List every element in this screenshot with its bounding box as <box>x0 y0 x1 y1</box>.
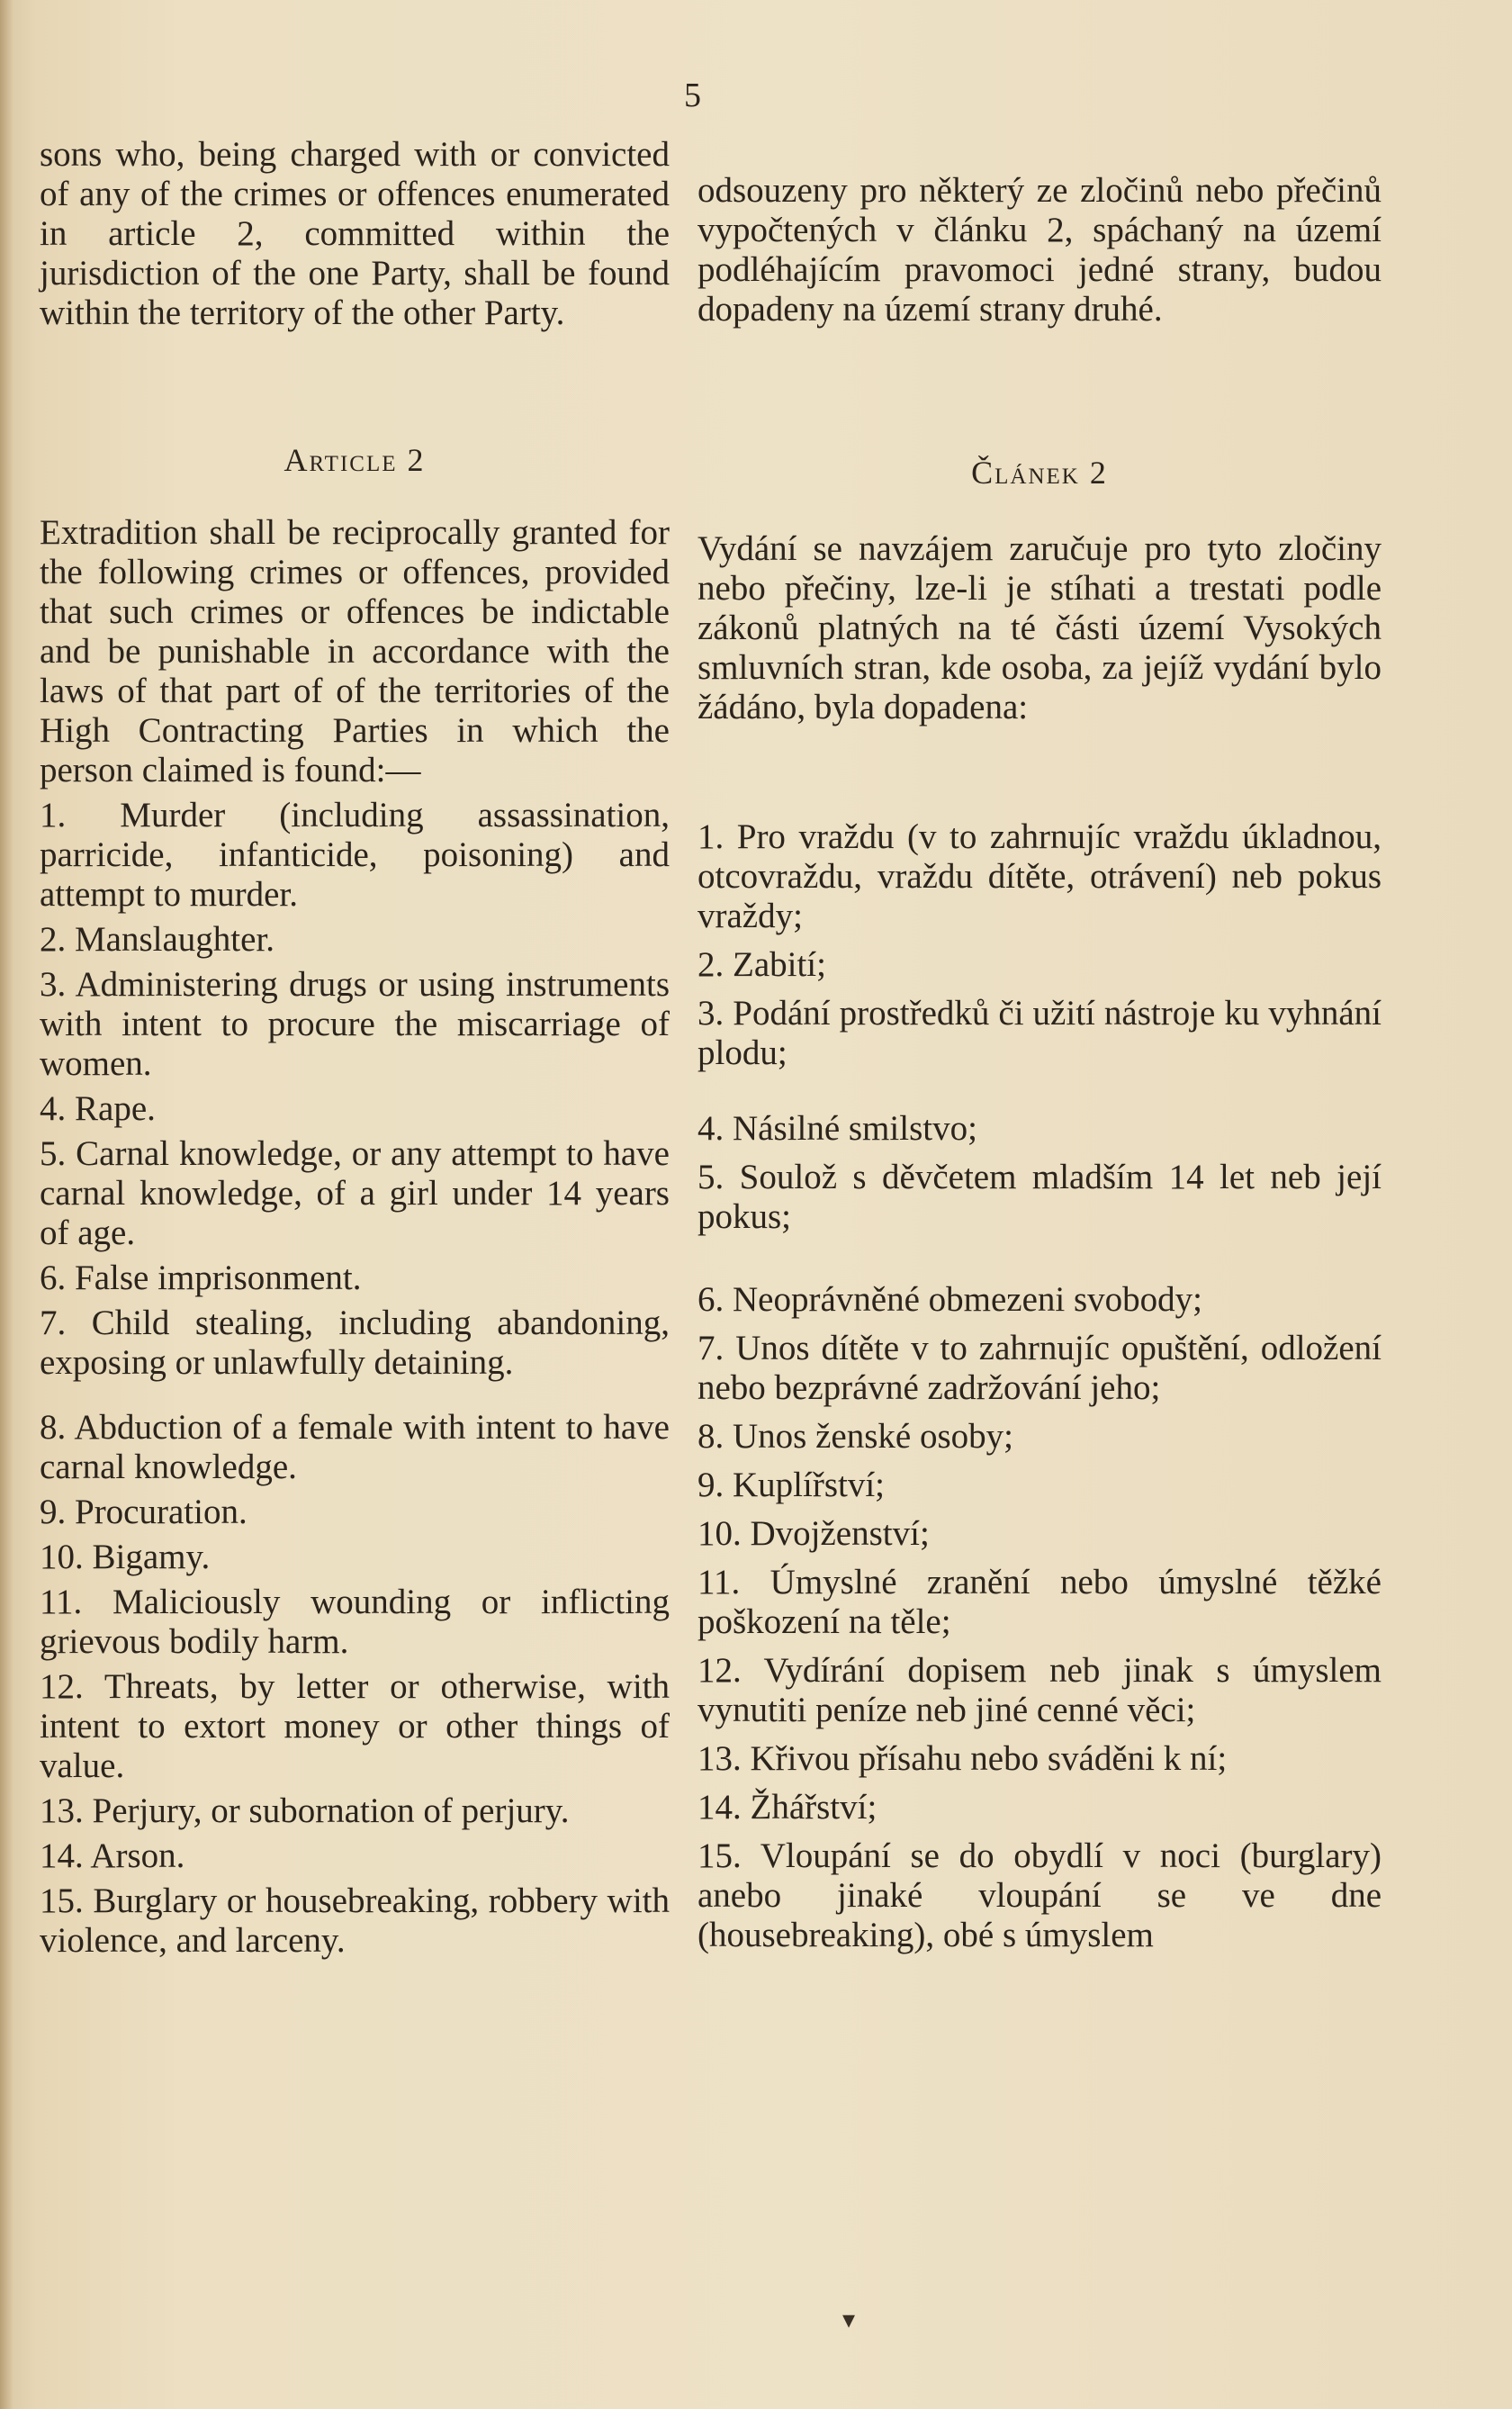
ink-speck: ▾ <box>842 2306 856 2334</box>
english-article-text: Extradition shall be reciprocally granted for the following crimes or offences, provided that such crimes or offences be indictable and be punishable in accordance with the laws of that part of of the territories of the High Contracting Parties in which the person claimed is found:— <box>40 513 670 789</box>
english-article-heading: Article 2 <box>284 442 426 478</box>
english-item-list <box>40 796 670 1961</box>
page-number: 5 <box>684 77 701 114</box>
czech-article-text: Vydání se navzájem zaručuje pro tyto zločiny nebo přečiny, lze-li je stíhati a trestati podle zákonů platných na té části území Vysokých smluvních stran, kde osoba, za jejíž vydání bylo žádáno, byla dopadena: <box>698 529 1382 726</box>
english-column <box>40 135 670 1961</box>
czech-item: 5. Soulož s děvčetem mladším 14 let neb její pokus; <box>698 1158 1382 1236</box>
english-item: 2. Manslaughter. <box>40 920 275 959</box>
czech-item: 9. Kuplířství; <box>698 1466 886 1504</box>
czech-item: 8. Unos ženské osoby; <box>698 1417 1013 1456</box>
czech-item: 4. Násilné smilstvo; <box>698 1109 977 1148</box>
english-item: 4. Rape. <box>40 1089 156 1128</box>
czech-item: 11. Úmyslné zranění nebo úmyslné těžké poškození na těle; <box>698 1563 1382 1641</box>
czech-column <box>698 171 1382 1955</box>
english-item: 3. Administering drugs or using instruments with intent to procure the miscarriage of women. <box>40 965 670 1083</box>
czech-article-heading: Článek 2 <box>971 455 1108 491</box>
english-item: 12. Threats, by letter or otherwise, with intent to extort money or other things of value. <box>40 1667 670 1785</box>
czech-item: 1. Pro vraždu (v to zahrnujíc vraždu úkladnou, otcovraždu, vraždu dítěte, otrávení) neb pokus vraždy; <box>698 817 1382 935</box>
english-item: 10. Bigamy. <box>40 1538 211 1576</box>
czech-item-list <box>698 817 1382 1955</box>
english-item: 13. Perjury, or subornation of perjury. <box>40 1791 570 1830</box>
english-item: 1. Murder (including assassination, parricide, infanticide, poisoning) and attempt to murder. <box>40 796 670 914</box>
czech-item: 2. Zabití; <box>698 945 826 984</box>
english-item: 5. Carnal knowledge, or any attempt to have carnal knowledge, of a girl under 14 years of age. <box>40 1134 670 1252</box>
english-item: 8. Abduction of a female with intent to have carnal knowledge. <box>40 1408 670 1486</box>
czech-item: 10. Dvojženství; <box>698 1514 930 1553</box>
czech-intro: odsouzeny pro některý ze zločinů nebo přečinů vypočtených v článku 2, spáchaný na území podléhajícím pravomoci jedné strany, budou dopadeny na území strany druhé. <box>698 171 1382 329</box>
czech-item: 6. Neoprávněné obmezeni svobody; <box>698 1280 1203 1319</box>
english-intro: sons who, being charged with or convicted of any of the crimes or offences enumerated in article 2, committed within the jurisdiction of the one Party, shall be found within the territory of the other Party. <box>40 135 670 332</box>
english-item: 15. Burglary or housebreaking, robbery with violence, and larceny. <box>40 1881 670 1960</box>
english-item: 14. Arson. <box>40 1836 185 1875</box>
binding-edge <box>0 0 13 2409</box>
english-item: 11. Maliciously wounding or inflicting grievous bodily harm. <box>40 1583 670 1661</box>
english-item: 9. Procuration. <box>40 1493 248 1531</box>
czech-item: 15. Vloupání se do obydlí v noci (burglary) anebo jinaké vloupání se ve dne (housebreaking), obé s úmyslem <box>698 1836 1382 1954</box>
english-item: 7. Child stealing, including abandoning, exposing or unlawfully detaining. <box>40 1304 670 1382</box>
czech-item: 14. Žhářství; <box>698 1788 878 1827</box>
czech-item: 3. Podání prostředků či užití nástroje ku vyhnání plodu; <box>698 994 1382 1072</box>
english-item: 6. False imprisonment. <box>40 1259 362 1297</box>
czech-item: 12. Vydírání dopisem neb jinak s úmyslem vynutiti peníze neb jiné cenné věci; <box>698 1651 1382 1729</box>
czech-item: 7. Unos dítěte v to zahrnujíc opuštění, odložení nebo bezprávné zadržování jeho; <box>698 1329 1382 1407</box>
czech-item: 13. Křivou přísahu nebo sváděni k ní; <box>698 1739 1228 1778</box>
